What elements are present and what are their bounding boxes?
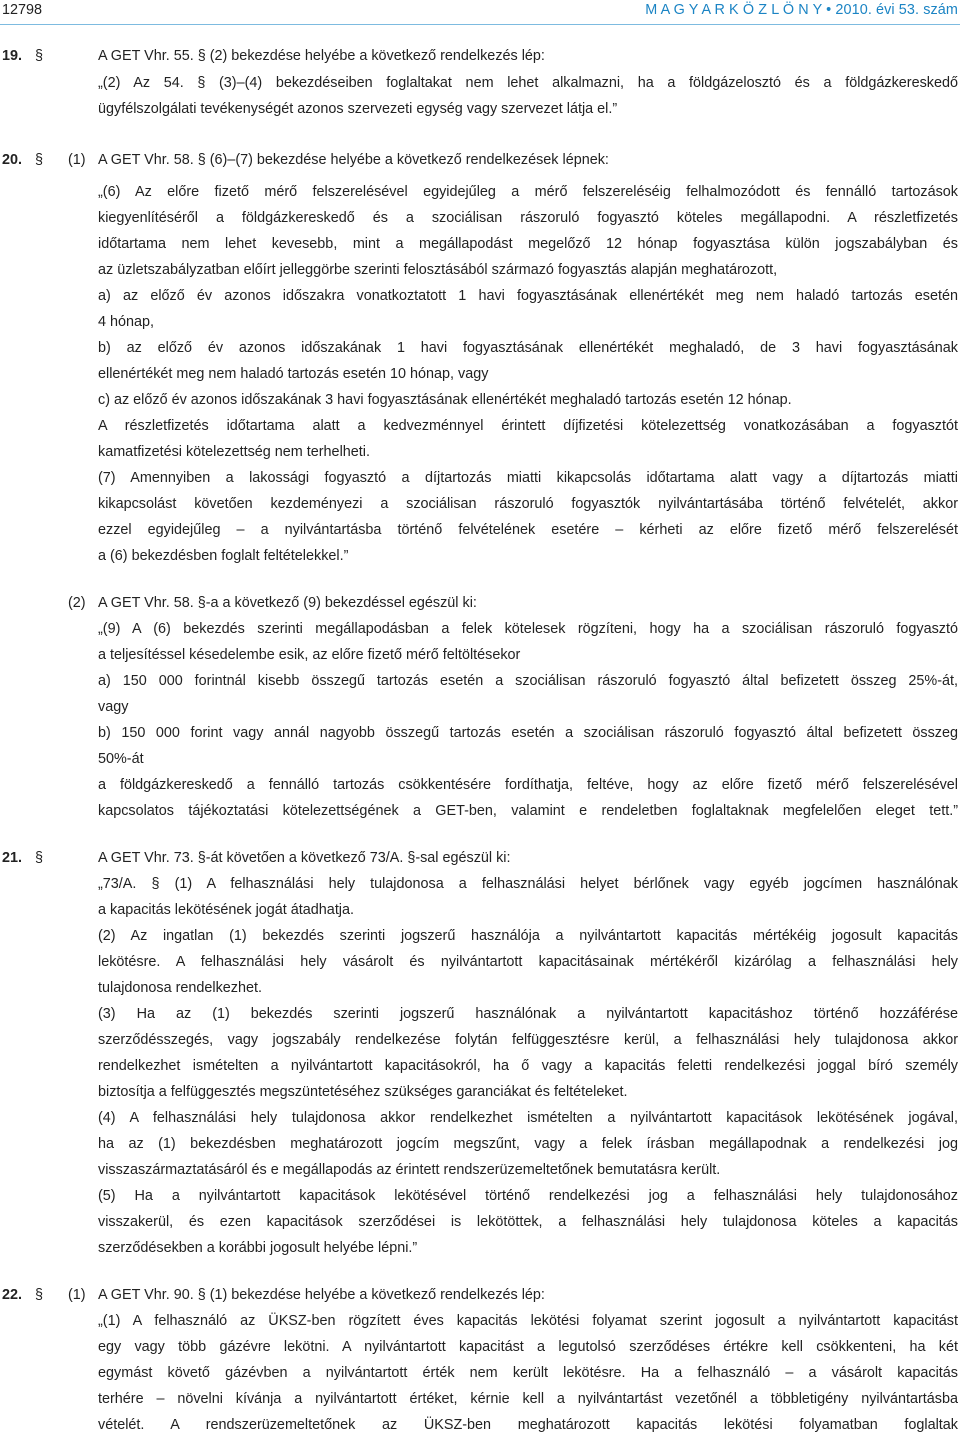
- paragraph-line: (7) Amennyiben a lakossági fogyasztó a díjtartozás miatti kikapcsolás időtartama alatt vagy a díjtartozás miatti: [98, 470, 958, 486]
- paragraph-line: „(2) Az 54. § (3)–(4) bekezdéseiben foglaltakat nem lehet alkalmazni, ha a földgázelosztó és a földgázkereskedő: [98, 75, 958, 91]
- section-sign: §: [35, 1287, 44, 1303]
- section-sign: §: [35, 850, 44, 866]
- subsection-label: (2): [68, 595, 86, 611]
- paragraph-line: a (6) bekezdésben foglalt feltételekkel.”: [98, 548, 349, 564]
- paragraph-line: ellenértékét meg nem haladó tartozás esetén 10 hónap, vagy: [98, 366, 489, 382]
- paragraph-line: terhére – növelni kívánja a nyilvántartott értéket, kérnie kell a nyilvántartást vezetőnél a többletigény nyilvántartásba: [98, 1391, 958, 1407]
- paragraph-line: (3) Ha az (1) bekezdés szerinti jogszerű használónak a nyilvántartott kapacitáshoz történő hozzáférése: [98, 1006, 958, 1022]
- paragraph-line: (2) Az ingatlan (1) bekezdés szerinti jogszerű használója a nyilvántartott kapacitás mértékéig jogosult kapacitás: [98, 928, 958, 944]
- paragraph-line: A GET Vhr. 58. § (6)–(7) bekezdése helyébe a következő rendelkezések lépnek:: [98, 152, 609, 168]
- paragraph-line: a) az előző év azonos időszakra vonatkoztatott 1 havi fogyasztásának ellenértékét meg nem haladó tartozás esetén: [98, 288, 958, 304]
- paragraph-line: „(1) A felhasználó az ÜKSZ-ben rögzített éves kapacitás lekötési folyamat szerint jogosult a nyilvántartott kapacitást: [98, 1313, 958, 1329]
- paragraph-line: szerződésszegés, vagy jogszabály rendelkezése folytán felfüggesztésre kerül, a felhasználási hely tulajdonosa akkor: [98, 1032, 958, 1048]
- paragraph-line: ügyfélszolgálati tevékenységét azonos szervezeti egység vagy szervezet látja el.”: [98, 101, 618, 117]
- paragraph-line: 4 hónap,: [98, 314, 155, 330]
- paragraph-line: biztosítja a felfüggesztés megszüntetéséhez szükséges garanciákat és feltételeket.: [98, 1084, 628, 1100]
- paragraph-line: időtartama nem lehet kevesebb, mint a megállapodást megelőző 12 hónap fogyasztása külön jogszabályban és: [98, 236, 958, 252]
- section-sign: §: [35, 48, 44, 64]
- paragraph-line: A GET Vhr. 55. § (2) bekezdése helyébe a következő rendelkezés lép:: [98, 48, 545, 64]
- paragraph-line: a földgázkereskedő a fennálló tartozás csökkentésére fordíthatja, feltéve, hogy az előre fizető mérő felszerelésével: [98, 777, 958, 793]
- paragraph-line: A GET Vhr. 58. §-a a következő (9) bekezdéssel egészül ki:: [98, 595, 477, 611]
- paragraph-line: kiegyenlítéséről a földgázkereskedő és a szociálisan rászoruló fogyasztó köteles megállapodni. A részletfizetés: [98, 210, 958, 226]
- paragraph-line: kikapcsolást követően kezdeményezi a szociálisan rászoruló fogyasztók nyilvántartásába történő felvételét, akkor: [98, 496, 958, 512]
- paragraph-line: az üzletszabályzatban előírt jelleggörbe szerinti felosztásából származó fogyasztás alapján meghatározott,: [98, 262, 778, 278]
- paragraph-line: ezzel egyidejűleg – a nyilvántartásba történő felvételének esetére – kérheti az előre fizető mérő felszerelését: [98, 522, 958, 538]
- paragraph-line: visszaszármaztatásáról és e megállapodás az érintett rendszerüzemeltetőnek bemutatásra került.: [98, 1162, 721, 1178]
- subsection-label: (1): [68, 152, 86, 168]
- paragraph-line: szerződésekben a korábbi jogosult helyébe lépni.”: [98, 1240, 418, 1256]
- paragraph-line: „(9) A (6) bekezdés szerinti megállapodásban a felek kötelesek rögzíteni, hogy ha a szociálisan rászoruló fogyasztó: [98, 621, 958, 637]
- paragraph-line: ha az (1) bekezdésben meghatározott jogcím megszűnt, vagy a felek írásban megállapodnak a rendelkezési jog: [98, 1136, 958, 1152]
- item-number: 21.: [2, 850, 23, 866]
- page-number: 12798: [2, 2, 43, 18]
- item-number: 20.: [2, 152, 23, 168]
- header-rule: [0, 24, 960, 25]
- paragraph-line: kamatfizetési kötelezettség nem terhelheti.: [98, 444, 370, 460]
- section-sign: §: [35, 152, 44, 168]
- paragraph-line: A GET Vhr. 73. §-át követően a következő 73/A. §-sal egészül ki:: [98, 850, 511, 866]
- paragraph-line: rendelkezhet ismételten a nyilvántartott kapacitásokról, ha ő vagy a kapacitás feletti rendelkezési joggal bíró személy: [98, 1058, 958, 1074]
- paragraph-line: tulajdonosa rendelkezhet.: [98, 980, 263, 996]
- paragraph-line: a) 150 000 forintnál kisebb összegű tartozás esetén a szociálisan rászoruló fogyasztó által befizetett összeg 25%-át,: [98, 673, 958, 689]
- running-header: [0, 0, 960, 26]
- paragraph-line: vételét. A rendszerüzemeltetőnek az ÜKSZ-ben meghatározott kapacitás lekötési folyamatban foglaltak: [98, 1417, 958, 1433]
- paragraph-line: A részletfizetés időtartama alatt a kedvezménnyel érintett díjfizetési kötelezettség vonatkozásában a fogyasztót: [98, 418, 958, 434]
- paragraph-line: b) 150 000 forint vagy annál nagyobb összegű tartozás esetén a szociálisan rászoruló fogyasztó által befizetett összeg: [98, 725, 958, 741]
- item-number: 22.: [2, 1287, 23, 1303]
- paragraph-line: kapcsolatos tájékoztatási kötelezettségének a GET-ben, valamint e rendeletben foglaltaknak megfelelően eleget tett.”: [98, 803, 958, 819]
- paragraph-line: „(6) Az előre fizető mérő felszerelésével egyidejűleg a mérő felszereléséig felhalmozódott és fennálló tartozások: [98, 184, 958, 200]
- paragraph-line: c) az előző év azonos időszakának 3 havi fogyasztásának ellenértékét meghaladó tartozás esetén 12 hónap.: [98, 392, 792, 408]
- paragraph-line: lekötésre. A felhasználási hely vásárolt és nyilvántartott kapacitásainak mértékéről kizárólag a felhasználási hely: [98, 954, 958, 970]
- paragraph-line: a teljesítéssel késedelembe esik, az előre fizető mérő feltöltésekor: [98, 647, 521, 663]
- paragraph-line: „73/A. § (1) A felhasználási hely tulajdonosa a felhasználási helyet bérlőnek vagy egyéb jogcímen használónak: [98, 876, 958, 892]
- paragraph-line: (4) A felhasználási hely tulajdonosa akkor rendelkezhet ismételten a nyilvántartott kapacitások lekötésének jogával,: [98, 1110, 958, 1126]
- paragraph-line: A GET Vhr. 90. § (1) bekezdése helyébe a következő rendelkezés lép:: [98, 1287, 545, 1303]
- paragraph-line: a kapacitás lekötésének jogát átadhatja.: [98, 902, 355, 918]
- paragraph-line: visszakerül, és ezen kapacitások szerződései is lekötöttek, a felhasználási hely tulajdonosa köteles a kapacitás: [98, 1214, 958, 1230]
- journal-title: M A G Y A R K Ö Z L Ö N Y • 2010. évi 53. szám: [645, 2, 958, 18]
- paragraph-line: egymást követő gázévben a nyilvántartott érték nem került lekötésre. Ha a felhasználó – a vásárolt kapacitás: [98, 1365, 958, 1381]
- subsection-label: (1): [68, 1287, 86, 1303]
- paragraph-line: 50%-át: [98, 751, 144, 767]
- item-number: 19.: [2, 48, 23, 64]
- paragraph-line: egy vagy több gázévre lekötni. A nyilvántartott kapacitást a legutolsó szerződéses értékre kell csökkenteni, ha két: [98, 1339, 958, 1355]
- paragraph-line: vagy: [98, 699, 129, 715]
- paragraph-line: b) az előző év azonos időszakának 1 havi fogyasztásának ellenértékét meghaladó, de 3 havi fogyasztásának: [98, 340, 958, 356]
- paragraph-line: (5) Ha a nyilvántartott kapacitások lekötésével történő rendelkezési jog a felhasználási hely tulajdonosához: [98, 1188, 958, 1204]
